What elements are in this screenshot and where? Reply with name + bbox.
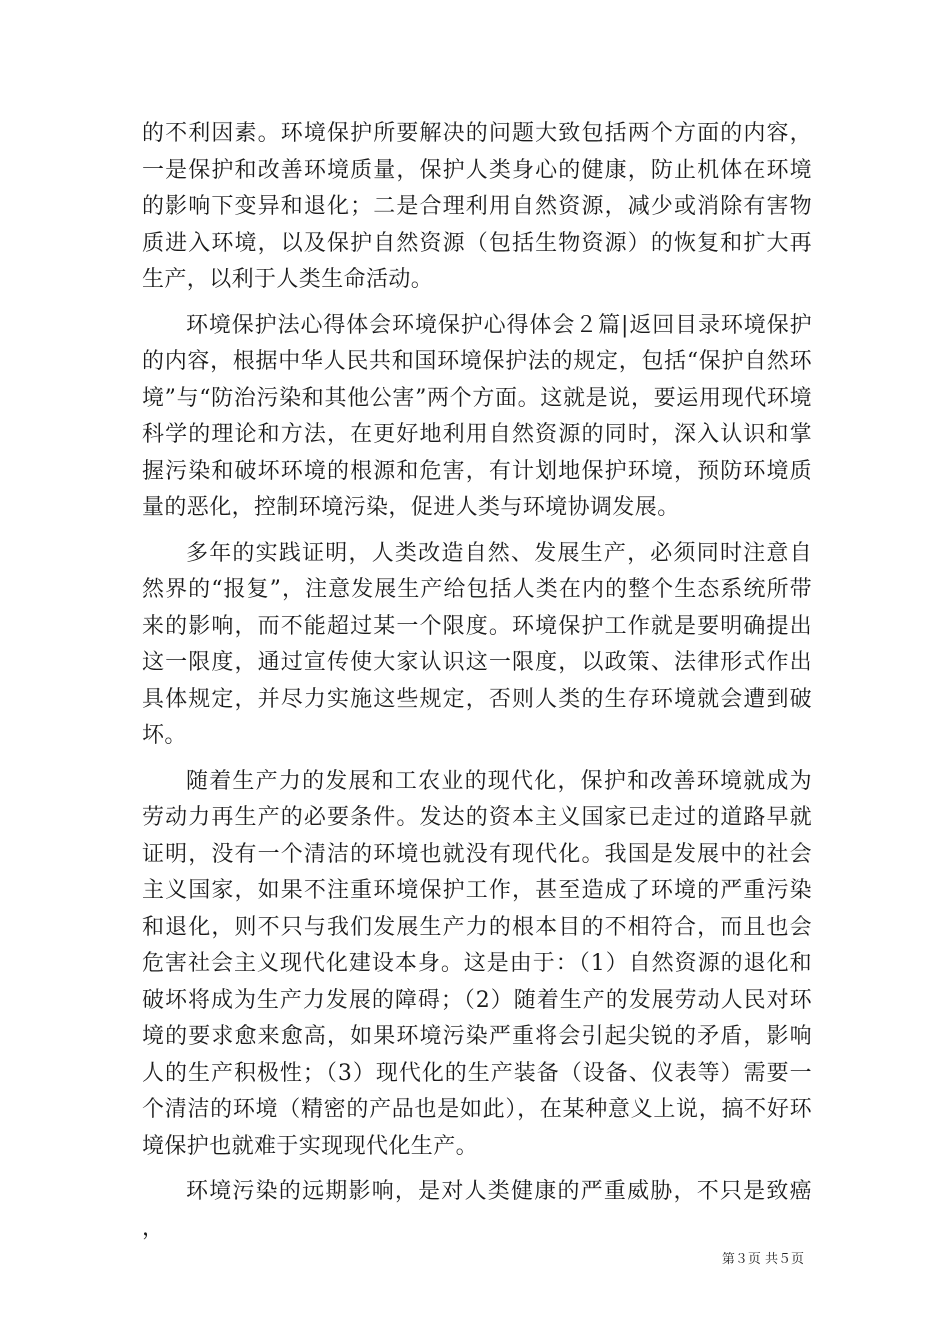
paragraph: 随着生产力的发展和工农业的现代化，保护和改善环境就成为劳动力再生产的必要条件。发达的资本主义国家已走过的道路早就证明，没有一个清洁的环境也就没有现代化。我国是发展中的社会主义国家，如果不注重环境保护工作，甚至造成了环境的严重污染和退化，则不只与我们发展生产力的根本目的不相符合，而且也会危害社会主义现代化建设本身。这是由于：（1）自然资源的退化和破坏将成为生产力发展的障碍；（2）随着生产的发展劳动人民对环境的要求愈来愈高，如果环境污染严重将会引起尖锐的矛盾，影响人的生产积极性；（3）现代化的生产装备（设备、仪表等）需要一个清洁的环境（精密的产品也是如此），在某种意义上说，搞不好环境保护也就难于实现现代化生产。 <box>142 768 812 1159</box>
paragraph: 多年的实践证明，人类改造自然、发展生产，必须同时注意自然界的“报复”，注意发展生产给包括人类在内的整个生态系统所带来的影响，而不能超过某一个限度。环境保护工作就是要明确提出这一限度，通过宣传使大家认识这一限度，以政策、法律形式作出具体规定，并尽力实施这些规定，否则人类的生存环境就会遭到破坏。 <box>142 540 812 748</box>
document-body <box>142 116 812 1256</box>
paragraph: 环境污染的远期影响，是对人类健康的严重威胁，不只是致癌， <box>142 1179 812 1241</box>
paragraph: 环境保护法心得体会环境保护心得体会２篇|返回目录环境保护的内容，根据中华人民共和国环境保护法的规定，包括“保护自然环境”与“防治污染和其他公害”两个方面。这就是说，要运用现代环境科学的理论和方法，在更好地利用自然资源的同时，深入认识和掌握污染和破坏环境的根源和危害，有计划地保护环境，预防环境质量的恶化，控制环境污染，促进人类与环境协调发展。 <box>142 312 812 520</box>
paragraph-continuation: 的不利因素。环境保护所要解决的问题大致包括两个方面的内容，一是保护和改善环境质量，保护人类身心的健康，防止机体在环境的影响下变异和退化；二是合理利用自然资源，减少或消除有害物质进入环境，以及保护自然资源（包括生物资源）的恢复和扩大再生产，以利于人类生命活动。 <box>142 121 812 292</box>
page-number: 第３页 共５页 <box>721 1252 804 1267</box>
